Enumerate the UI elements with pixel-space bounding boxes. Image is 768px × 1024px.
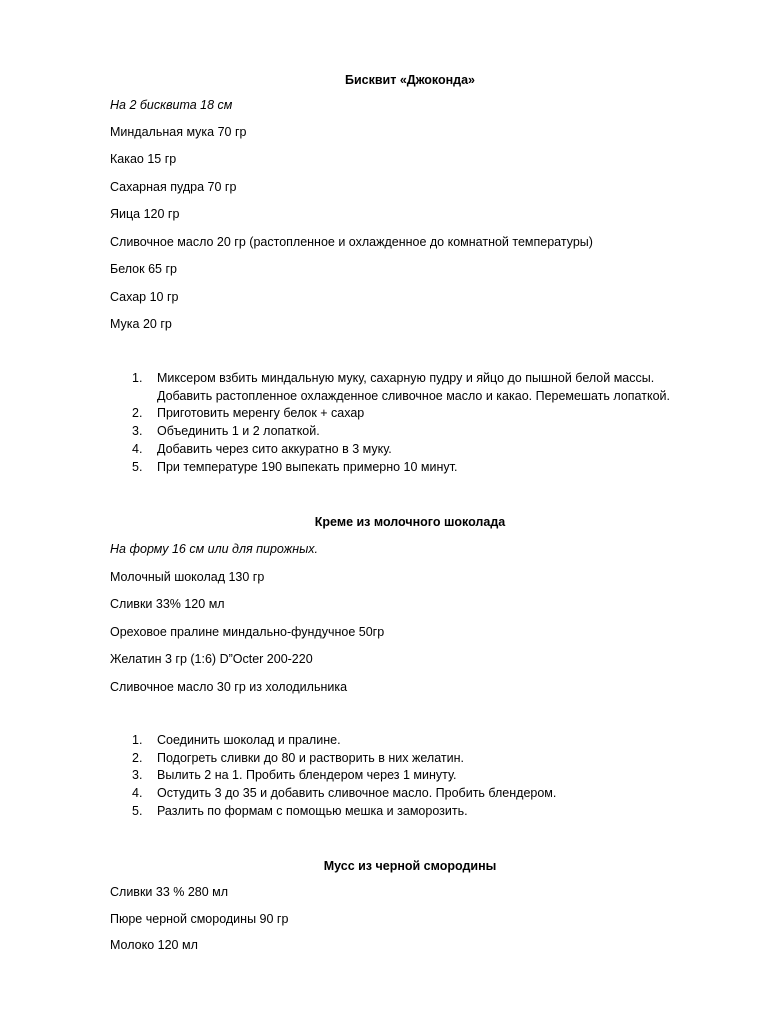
section-title: Креме из молочного шоколада — [314, 515, 506, 529]
step-number: 4. — [132, 441, 143, 456]
ingredient-line: Сахар 10 гр — [110, 290, 179, 304]
step-number: 2. — [132, 750, 143, 765]
ingredient-line: Мука 20 гр — [110, 317, 172, 331]
step-text: Добавить через сито аккуратно в 3 муку. — [157, 441, 392, 456]
ingredient-line: Молоко 120 мл — [110, 938, 198, 952]
step-text: Разлить по формам с помощью мешка и заморозить. — [157, 803, 468, 818]
list-item — [110, 441, 710, 459]
list-item — [110, 732, 710, 750]
step-text: Вылить 2 на 1. Пробить блендером через 1 минуту. — [157, 768, 457, 783]
list-item — [110, 405, 710, 423]
step-text: Объединить 1 и 2 лопаткой. — [157, 424, 320, 439]
list-item — [110, 459, 710, 477]
section-note: На форму 16 см или для пирожных. — [110, 542, 319, 556]
step-text: Подогреть сливки до 80 и растворить в них желатин. — [157, 750, 464, 765]
list-item — [110, 423, 710, 441]
ingredient-line: Молочный шоколад 130 гр — [110, 570, 265, 584]
step-number: 2. — [132, 406, 143, 421]
step-number: 4. — [132, 786, 143, 801]
list-item — [110, 785, 710, 803]
step-text: Приготовить меренгу белок + сахар — [157, 406, 365, 421]
list-item — [110, 750, 710, 768]
list-item — [110, 767, 710, 785]
section-note: На 2 бисквита 18 см — [110, 98, 233, 112]
ingredient-line: Сливочное масло 20 гр (растопленное и охлажденное до комнатной температуры) — [110, 235, 593, 249]
step-number: 3. — [132, 768, 143, 783]
ingredient-line: Сливки 33 % 280 мл — [110, 885, 229, 899]
list-item — [110, 803, 710, 821]
ingredient-line: Сливочное масло 30 гр из холодильника — [110, 680, 348, 694]
ingredient-line: Миндальная мука 70 гр — [110, 125, 247, 139]
steps-list — [110, 732, 710, 821]
list-item — [110, 370, 710, 405]
step-number: 5. — [132, 803, 143, 818]
ingredient-line: Пюре черной смородины 90 гр — [110, 912, 289, 926]
step-number: 1. — [132, 371, 143, 385]
step-number: 1. — [132, 733, 143, 747]
section-title: Мусс из черной смородины — [323, 859, 497, 873]
step-text: При температуре 190 выпекать примерно 10 минут. — [157, 459, 458, 474]
ingredient-line: Ореховое пралине миндально-фундучное 50гр — [110, 625, 385, 639]
ingredient-line: Яица 120 гр — [110, 207, 180, 221]
step-text: Миксером взбить миндальную муку, сахарную пудру и яйцо до пышной белой массы. Добавить растопленное охлажденное сливочное масло и какао. Перемешать лопаткой. — [157, 371, 670, 403]
ingredient-line: Какао 15 гр — [110, 152, 177, 166]
ingredient-line: Желатин 3 гр (1:6) D”Octer 200-220 — [110, 652, 313, 666]
ingredient-line: Сахарная пудра 70 гр — [110, 180, 237, 194]
step-text: Соединить шоколад и пралине. — [157, 733, 341, 747]
step-text: Остудить 3 до 35 и добавить сливочное масло. Пробить блендером. — [157, 786, 557, 801]
ingredient-line: Сливки 33% 120 мл — [110, 597, 225, 611]
step-number: 5. — [132, 459, 143, 474]
ingredient-line: Белок 65 гр — [110, 262, 177, 276]
section-title: Бисквит «Джоконда» — [345, 73, 475, 87]
step-number: 3. — [132, 424, 143, 439]
steps-list — [110, 370, 710, 476]
